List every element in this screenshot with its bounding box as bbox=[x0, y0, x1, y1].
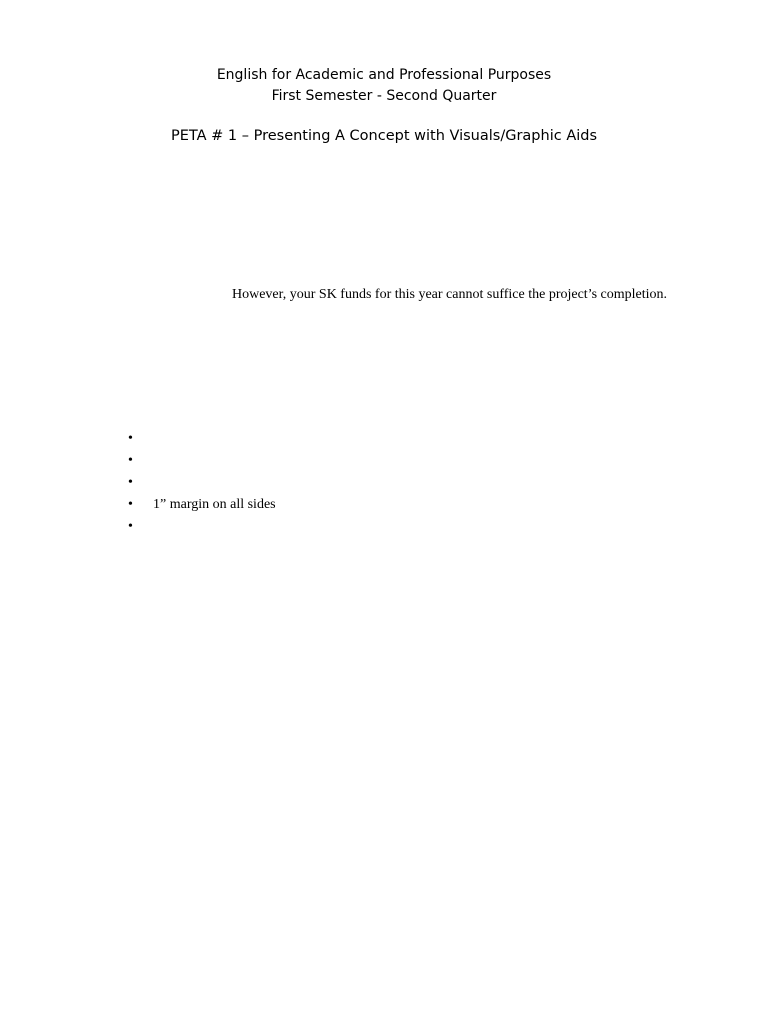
bullet-icon: • bbox=[128, 475, 133, 490]
body-paragraph: However, your SK funds for this year cannot suffice the project’s completion. bbox=[232, 287, 668, 302]
assignment-title: PETA # 1 – Presenting A Concept with Visuals/Graphic Aids bbox=[170, 128, 598, 144]
requirements-list bbox=[128, 428, 276, 538]
list-item bbox=[128, 516, 276, 538]
course-title: English for Academic and Professional Purposes bbox=[216, 67, 552, 83]
semester-label: First Semester - Second Quarter bbox=[271, 88, 497, 104]
list-item bbox=[128, 450, 276, 472]
list-item bbox=[128, 472, 276, 494]
bullet-icon: • bbox=[128, 519, 133, 534]
list-item-text: 1” margin on all sides bbox=[153, 497, 276, 512]
bullet-icon: • bbox=[128, 431, 133, 446]
list-item bbox=[128, 494, 276, 516]
list-item bbox=[128, 428, 276, 450]
bullet-icon: • bbox=[128, 453, 133, 468]
bullet-icon: • bbox=[128, 497, 133, 512]
